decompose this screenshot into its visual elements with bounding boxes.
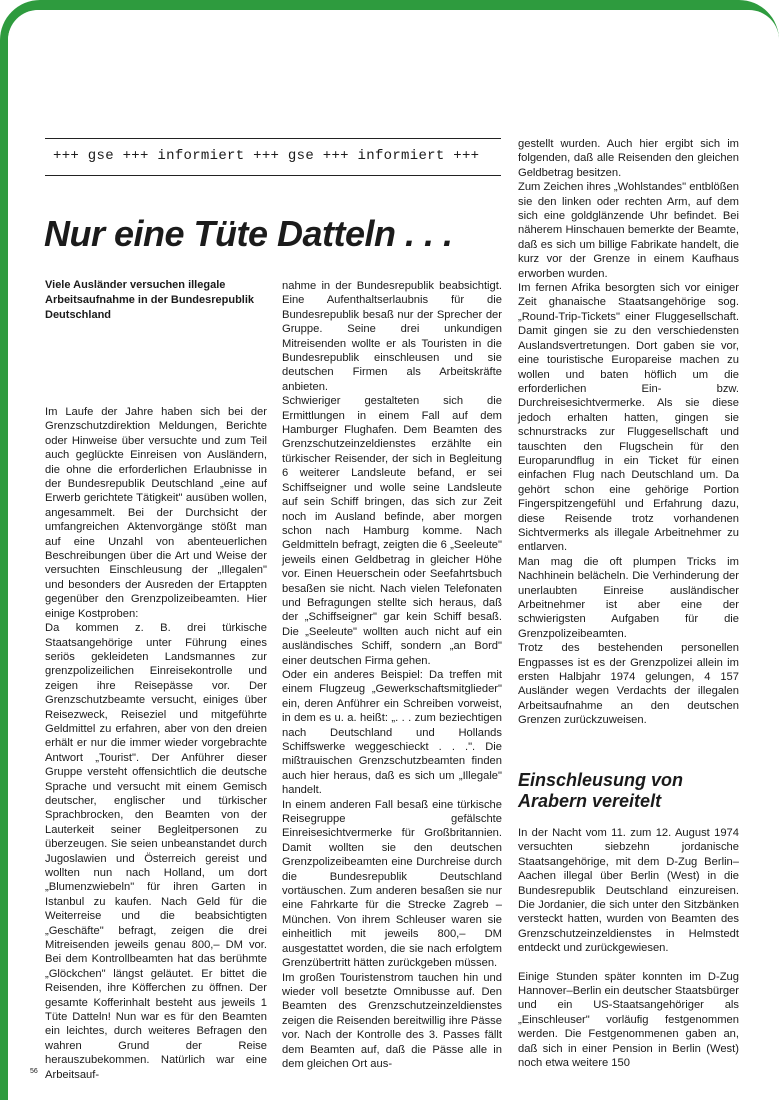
- paragraph: Oder ein anderes Beispiel: Da treffen mit einem Flugzeug „Gewerkschaftsmitglieder" ein, deren Anführer ein Schreiben vorweist, in dem es u. a. heißt: „. . . zum beziechtigen nach Deutschland und Hollands Schiffswerke weggeschieckt . . .". Die mißtrauischen Grenzschutzbeamten finden auch hier heraus, daß es sich um „Illegale" handelt.: [282, 668, 502, 797]
- paragraph: Trotz des bestehenden personellen Engpasses ist es der Grenzpolizei allein im ersten Halbjahr 1974 gelungen, 4 157 Ausländer wegen Verdachts der illegalen Arbeitsaufnahme an den deutschen Grenzen zurückzuweisen.: [518, 642, 739, 727]
- column-3: [518, 137, 739, 728]
- page-number: 56: [30, 1068, 38, 1075]
- paragraph: Im großen Touristenstrom tauchen hin und wieder voll besetzte Omnibusse auf. Den Beamten des Grenzschutzeinzeldienstes zeigen die Reisenden bereitwillig ihre Pässe vor. Nach der Kontrolle des 3. Passes fällt dem Beamten auf, daß die Pässe alle in dem gleichen Ort aus-: [282, 971, 502, 1070]
- column-3-section: [518, 826, 739, 1071]
- paragraph: Im fernen Afrika besorgten sich vor einiger Zeit ghanaische Staatsangehörige sog. „Round-Trip-Tickets" einer Fluggesellschaft. Damit gingen sie zu den verschiedensten Auslandsvertretungen. Dort gaben sie vor, eine touristische Europareise machen zu wollen und baten höflich um die erforderlichen Ein- bzw. Durchreisesichtvermerke. Als sie diese jedoch erhalten hatten, gingen sie schnurstracks zur Fluggesellschaft und tauschten den Flugschein für den Europarundflug in ein Ticket für einen einfachen Flug nach Deutschland um. Da gehört schon eine gehörige Portion Fingerspitzengefühl und Erfahrung dazu, diese Reisende trotz vorhandenen Sichtvermerks als illegale Arbeitnehmer zu entlarven.: [518, 282, 739, 554]
- paragraph: Schwieriger gestalteten sich die Ermittlungen in einem Fall auf dem Hamburger Flughafen. Dem Beamten des Grenzschutzeinzeldienstes erzählte ein türkischer Reisender, der sich in Begleitung 6 weiterer Landsleute befand, er sei Schiffseigner und wolle seine Landsleute auf sein Schiff bringen, das sich zur Zeit noch im Ausland befinde, aber morgen schon nach Hamburg komme. Nach Geldmitteln befragt, zeigten die 6 „Seeleute" jeweils einen Geldbetrag in gleicher Höhe vor. Einen Heuerschein oder Seefahrtsbuch besaßen sie nicht. Nach vielen Telefonaten und Befragungen stellte sich heraus, daß der „Schiffseigner" gar kein Schiff besaß. Die „Seeleute" wollten auch nicht auf ein ausländisches Schiff, sondern „an Bord" einer deutschen Firma gehen.: [282, 395, 502, 667]
- section-heading: Einschleusung von Arabern vereitelt: [518, 770, 684, 811]
- paragraph: In einem anderen Fall besaß eine türkische Reisegruppe gefälschte Einreisesichtvermerke für Großbritannien. Damit wollten sie den deutschen Grenzpolizeibeamten eine Durchreise durch die Bundesrepublik Deutschland vortäuschen. Zum anderen besaßen sie nur eine Fahrkarte für die Strecke Zagreb – München. Von ihrem Schleuser waren sie einheitlich mit jeweils 800,– DM ausgestattet worden, die sie nach erfolgtem Grenzübertritt hätten zurückgeben müssen.: [282, 798, 502, 970]
- paragraph: gestellt wurden. Auch hier ergibt sich im folgenden, daß alle Reisenden den gleichen Geldbetrag besitzen.: [518, 138, 739, 179]
- paragraph: In der Nacht vom 11. zum 12. August 1974 versuchten siebzehn jordanische Staatsangehörige, mit dem D-Zug Berlin–Aachen illegal über Berlin (West) in die Bundesrepublik Deutschland einzureisen. Die Jordanier, die sich unter den Sitzbänken versteckt hatten, wurden von Beamten des Grenzschutzeinzeldienstes in Helmstedt entdeckt und zurückgewiesen.: [518, 827, 739, 955]
- ticker-text: +++ gse +++ informiert +++ gse +++ informiert +++: [53, 148, 480, 164]
- paragraph: nahme in der Bundesrepublik beabsichtigt. Eine Aufenthaltserlaubnis für die Bundesrepublik besaß nur der Sprecher der Gruppe. Seine drei unkundigen Mitreisenden wollte er als Touristen in die Bundesrepublik einschleusen und sie deutschen Firmen als Arbeitskräfte anbieten.: [282, 280, 502, 393]
- column-1: [45, 405, 267, 1082]
- paragraph: Man mag die oft plumpen Tricks im Nachhinein belächeln. Die Verhinderung der unerlaubten Einreise ausländischer Arbeitnehmer ist aber eine der schwierigsten Aufgaben für die Grenzpolizeibeamten.: [518, 555, 739, 640]
- paragraph: Einige Stunden später konnten im D-Zug Hannover–Berlin ein deutscher Staatsbürger und ein US-Staatsangehöriger als „Einschleuser" vorläufig festgenommen werden. Die Festgenommenen gaben an, daß sich in einer Pension in Berlin (West) noch etwa weitere 150: [518, 970, 739, 1070]
- article-title: Nur eine Tüte Datteln . . .: [44, 213, 453, 254]
- column-2: [282, 279, 502, 1071]
- paragraph: Zum Zeichen ihres „Wohlstandes" entblößen sie den linken oder rechten Arm, auf dem sich eine goldglänzende Uhr befindet. Bei näherem Hinschauen bemerkte der Beamte, daß es sich um billige Fabrikate handelt, die kurz vor der Grenze in einem Kaufhaus erworben wurden.: [518, 181, 739, 280]
- paragraph: Da kommen z. B. drei türkische Staatsangehörige unter Führung eines seriös gekleideten Landsmannes zur grenzpolizeilichen Einreisekontrolle und zeigen ihre Reisepässe vor. Der Grenzschutzbeamte versucht, einiges über Reisezweck, Reiseziel und mitgeführte Geldmittel zu erfahren, aber von den dreien erhält er nur die immer wieder vorgebrachte Antwort „Tourist". Der Anführer dieser Gruppe versteht offensichtlich die deutsche Sprache und versucht mit einem Gemisch deutscher, englischer und türkischer Sprachbrocken, den Beamten von der Lauterkeit seiner Begleitpersonen zu überzeugen. Sie seien unbeanstandet durch Jugoslawien und Österreich gereist und wollten nun nach Holland, um dort „Blumenzwiebeln" für ihren Garten in Istanbul zu kaufen. Nach Geld für die Weiterreise und die beabsichtigten „Geschäfte" befragt, zeigen die drei Mitreisenden jeweils genau 800,– DM vor. Bei dem Kontrollbeamten hat das berühmte „Glöckchen" längst geläutet. Er bittet die Reisenden, ihre Köfferchen zu öffnen. Der gesamte Kofferinhalt besteht aus jeweils 1 Tüte Datteln! Nun war es für den Beamten ein leichtes, durch weiteres Befragen den wahren Grund der Reise herauszubekommen. Natürlich war eine Arbeitsauf-: [45, 622, 267, 1081]
- article-lead: Viele Ausländer versuchen illegale Arbeitsaufnahme in der Bundesrepublik Deutschland: [45, 279, 255, 321]
- paragraph: Im Laufe der Jahre haben sich bei der Grenzschutzdirektion Meldungen, Berichte oder Hinweise über versuchte und zum Teil auch geglückte Einreisen von Ausländern, die ohne die erforderlichen Erlaubnisse in der Bundesrepublik Deutschland „eine auf Erwerb gerichtete Tätigkeit" ausüben wollen, angesammelt. Bei der Durchsicht der umfangreichen Aktenvorgänge stößt man auf eine Unzahl von abenteuerlichen Beschreibungen über die Art und Weise der versuchten Einschleusung der „Illegalen" und besonders der Ausreden der Ertappten gegenüber den Grenzpolizeibeamten. Hier einige Kostproben:: [45, 406, 267, 620]
- paragraph-gap: [518, 956, 739, 970]
- ticker-banner: [45, 138, 501, 176]
